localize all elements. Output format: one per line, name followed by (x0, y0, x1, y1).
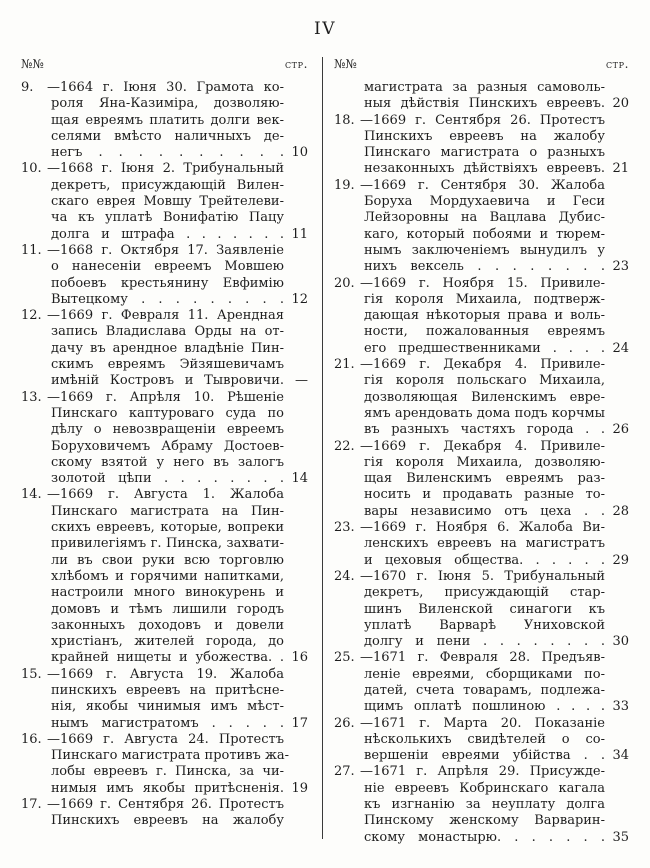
toc-line: нимыя имъ якобы притѣсненія. (51, 780, 284, 796)
toc-entries-left (21, 80, 308, 830)
entry-number: 10. (21, 161, 42, 177)
toc-line: и цеховыя общества. . . . . . (364, 552, 605, 568)
toc-line: 27. —1671 г. Апрѣля 29. Присужде- (334, 764, 605, 780)
page-ref: 29 (612, 552, 629, 568)
toc-entry (334, 113, 629, 178)
toc-entry (21, 243, 308, 308)
toc-entry (334, 650, 629, 715)
toc-line: 25. —1671 г. Февраля 28. Предъяв- (334, 650, 605, 666)
toc-line: ямъ арендовать дома подъ корчмы (364, 405, 605, 421)
toc-line: Пинскаго магистрата противъ жа- (51, 748, 290, 764)
toc-line: Пинскаго магистрата на Пин- (51, 503, 284, 519)
toc-line: дачу въ арендное владѣніе Пин- (51, 340, 284, 356)
page-ref: 34 (612, 748, 629, 764)
entry-number: 22. (334, 438, 355, 454)
toc-line: негъ . . . . . . . . . . (51, 145, 284, 161)
toc-line: 9. —1664 г. Іюня 30. Грамота ко- (21, 80, 284, 95)
column-header-right (334, 57, 629, 71)
toc-line: долга и штрафа . . . . . . . (51, 226, 284, 242)
entry-number: 16. (21, 731, 42, 747)
entry-number: 14. (21, 487, 42, 503)
toc-line: 26. —1671 г. Марта 20. Показаніе (334, 715, 605, 731)
toc-entries-right (334, 80, 629, 846)
entry-number: 15. (21, 666, 42, 682)
toc-line: 19. —1669 г. Сентября 30. Жалоба (334, 177, 605, 193)
toc-line: магистрата за разныя самоволь- (364, 80, 605, 95)
toc-line: запись Владислава Орды на от- (51, 324, 284, 340)
page-column-label: стр. (605, 57, 629, 71)
page-ref: 26 (612, 422, 629, 438)
toc-line: пинскихъ евреевъ на притѣсне- (51, 682, 284, 698)
page-ref: 28 (612, 503, 629, 519)
toc-line: дѣлу о невозвращеніи евреемъ (51, 422, 284, 438)
toc-entry (21, 80, 308, 161)
page-ref: 23 (612, 259, 629, 275)
entry-number: 26. (334, 715, 355, 731)
toc-line: привилегіямъ г. Пинска, захвати- (51, 536, 284, 552)
column-divider-rule (322, 57, 323, 839)
toc-line: вары независимо отъ цеха . . (364, 503, 605, 519)
toc-line: декретъ, присуждающій Вилен- (51, 177, 284, 193)
toc-line: уплатѣ Варварѣ Униховской (364, 617, 605, 633)
entry-number: 21. (334, 357, 355, 373)
toc-line: скихъ евреевъ, которые, вопреки (51, 520, 284, 536)
toc-line: скаго еврея Мовшу Трейтелеви- (51, 194, 284, 210)
toc-line: Пинскому женскому Варварин- (364, 813, 605, 829)
toc-line: гія короля польскаго Михаила, (364, 373, 605, 389)
toc-line: 15. —1669 г. Августа 19. Жалоба (21, 666, 284, 682)
toc-line: ча къ уплатѣ Вонифатію Пацу (51, 210, 284, 226)
toc-line: хлѣбомъ и горячими напитками, (51, 568, 284, 584)
toc-line: ніе евреевъ Кобринскаго кагала (364, 780, 605, 796)
toc-line: декретъ, присуждающій стар- (364, 585, 605, 601)
toc-line: Пинскихъ евреевъ на жалобу (51, 813, 284, 829)
toc-line: христіанъ, жителей города, до (51, 634, 284, 650)
page-column-label: стр. (284, 57, 308, 71)
toc-line: Пинскихъ евреевъ на жалобу (364, 128, 605, 144)
toc-line: въ разныхъ частяхъ города . . (364, 422, 605, 438)
toc-column-right (334, 57, 629, 846)
toc-entry (21, 390, 308, 488)
entry-number: 12. (21, 308, 42, 324)
toc-line: гія короля Михаила, дозволяю- (364, 454, 605, 470)
page-ref: 10 (291, 145, 308, 161)
page-ref: 20 (612, 96, 629, 112)
toc-entry (21, 161, 308, 242)
toc-line: щая евреямъ платить долги век- (51, 112, 284, 128)
toc-line: ли въ свои руки всю торговлю (51, 552, 284, 568)
toc-line: незаконныхъ дѣйствіяхъ евреевъ. (364, 161, 605, 177)
toc-entry (334, 439, 629, 520)
toc-line: Пинскаго каптуроваго суда по (51, 405, 284, 421)
page-ref: 30 (612, 634, 629, 650)
toc-line: крайней нищеты и убожества. . (51, 650, 284, 666)
toc-line: 10. —1668 г. Іюня 2. Трибунальный (21, 161, 284, 177)
toc-line: 24. —1670 г. Іюня 5. Трибунальный (334, 568, 605, 584)
toc-line: гія короля Михаила, подтверж- (364, 291, 605, 307)
toc-column-left (21, 57, 308, 830)
toc-entry (334, 716, 629, 765)
toc-line: 14. —1669 г. Августа 1. Жалоба (21, 487, 284, 503)
toc-entry (334, 80, 629, 113)
toc-line: скимъ евреямъ Эйзяшевичамъ (51, 357, 284, 373)
page-ref: 11 (291, 226, 308, 242)
entry-number: 20. (334, 275, 355, 291)
toc-line: нѣсколькихъ свидѣтелей о со- (364, 731, 605, 747)
toc-line: настроили много винокурень и (51, 585, 284, 601)
toc-line: каго, который побоями и тюрем- (364, 226, 605, 242)
page-ref: 21 (612, 161, 629, 177)
toc-line: скому монастырю. . . . . . . (364, 829, 605, 845)
toc-entry (334, 357, 629, 438)
toc-line: Боруха Мордухаевича и Геси (364, 194, 605, 210)
toc-line: имѣній Костровъ и Тывровичи. (51, 373, 284, 389)
page-ref: 17 (291, 715, 308, 731)
toc-line: Боруховичемъ Абраму Достоев- (51, 438, 284, 454)
toc-line: 13. —1669 г. Апрѣля 10. Рѣшеніе (21, 389, 284, 405)
toc-entry (21, 487, 308, 666)
toc-line: ныя дѣйствія Пинскихъ евреевъ. (364, 96, 605, 112)
page-ref: 33 (612, 699, 629, 715)
toc-line: шинъ Виленской синагоги къ (364, 601, 605, 617)
entry-number: 17. (21, 797, 42, 813)
toc-line: скому взятой у него въ залогъ (51, 454, 284, 470)
toc-line: долгу и пени . . . . . . . . (364, 634, 605, 650)
toc-line: золотой цѣпи . . . . . . . . (51, 471, 284, 487)
toc-entry (334, 569, 629, 650)
toc-line: щимъ оплатѣ пошлиною . . . . (364, 699, 605, 715)
toc-line: его предшественниками . . . . (364, 340, 605, 356)
toc-entry (21, 732, 308, 797)
page-ref: 16 (291, 650, 308, 666)
toc-line: носить и продавать разные то- (364, 487, 605, 503)
toc-line: нымъ магистратомъ . . . . . (51, 715, 284, 731)
toc-line: вершеніи евреями убійства . . (364, 748, 605, 764)
toc-line: къ изгнанію за неуплату долга (364, 797, 605, 813)
toc-entry (21, 308, 308, 389)
toc-line: 17. —1669 г. Сентября 26. Протестъ (21, 797, 284, 813)
page-ref: 12 (291, 291, 308, 307)
page-number-roman: IV (314, 19, 336, 39)
toc-line: законныхъ доходовъ и довели (51, 617, 284, 633)
entry-number: 9. (21, 80, 34, 95)
toc-line: о нанесеніи евреемъ Мовшею (51, 259, 284, 275)
toc-line: 22. —1669 г. Декабря 4. Привиле- (334, 438, 605, 454)
toc-entry (334, 276, 629, 357)
toc-line: 23. —1669 г. Ноября 6. Жалоба Ви- (334, 520, 605, 536)
column-header-left (21, 57, 308, 71)
entry-number: 18. (334, 112, 355, 128)
toc-entry (21, 797, 308, 830)
page-ref: 24 (612, 340, 629, 356)
toc-entry (334, 520, 629, 569)
numbers-column-label: №№ (21, 57, 44, 71)
toc-line: побоевъ крестьянину Евфимію (51, 275, 284, 291)
numbers-column-label: №№ (334, 57, 357, 71)
toc-entry (334, 178, 629, 276)
toc-line: леніе евреями, сборщиками по- (364, 666, 605, 682)
toc-line: 20. —1669 г. Ноября 15. Привиле- (334, 275, 605, 291)
page-ref: 14 (291, 471, 308, 487)
toc-line: нихъ вексель . . . . . . . . (364, 259, 605, 275)
page-ref: — (295, 373, 308, 389)
page-ref: 19 (291, 780, 308, 796)
page-ref: 35 (612, 829, 629, 845)
toc-line: лобы евреевъ г. Пинска, за чи- (51, 764, 284, 780)
entry-number: 13. (21, 389, 42, 405)
toc-entry (334, 764, 629, 845)
toc-line: 11. —1668 г. Октября 17. Заявленіе (21, 242, 284, 258)
toc-line: щая Виленскимъ евреямъ раз- (364, 471, 605, 487)
toc-entry (21, 667, 308, 732)
toc-line: нія, якобы чинимыя имъ мѣст- (51, 699, 284, 715)
toc-line: 12. —1669 г. Февраля 11. Арендная (21, 308, 284, 324)
toc-line: роля Яна-Казиміра, дозволяю- (51, 96, 284, 112)
toc-line: Вытецкому . . . . . . . . . (51, 291, 284, 307)
entry-number: 27. (334, 764, 355, 780)
entry-number: 25. (334, 650, 355, 666)
entry-number: 24. (334, 568, 355, 584)
toc-line: дающая нѣкоторыя права и воль- (364, 308, 605, 324)
toc-line: 16. —1669 г. Августа 24. Протестъ (21, 731, 284, 747)
entry-number: 11. (21, 242, 42, 258)
toc-line: датей, счета товарамъ, подлежа- (364, 682, 605, 698)
toc-line: Лейзоровны на Вацлава Дубис- (364, 210, 605, 226)
toc-line: Пинскаго магистрата о разныхъ (364, 145, 605, 161)
toc-line: дозволяющая Виленскимъ евре- (364, 389, 605, 405)
toc-line: ленскихъ евреевъ на магистратъ (364, 536, 605, 552)
toc-line: селями вмѣсто наличныхъ де- (51, 128, 284, 144)
toc-line: 21. —1669 г. Декабря 4. Привиле- (334, 357, 605, 373)
entry-number: 19. (334, 177, 355, 193)
toc-line: 18. —1669 г. Сентября 26. Протестъ (334, 112, 605, 128)
toc-line: ности, пожалованныя евреямъ (364, 324, 605, 340)
toc-line: домовъ и тѣмъ лишили городъ (51, 601, 284, 617)
entry-number: 23. (334, 520, 355, 536)
toc-line: нымъ заключеніемъ вынудилъ у (364, 242, 605, 258)
